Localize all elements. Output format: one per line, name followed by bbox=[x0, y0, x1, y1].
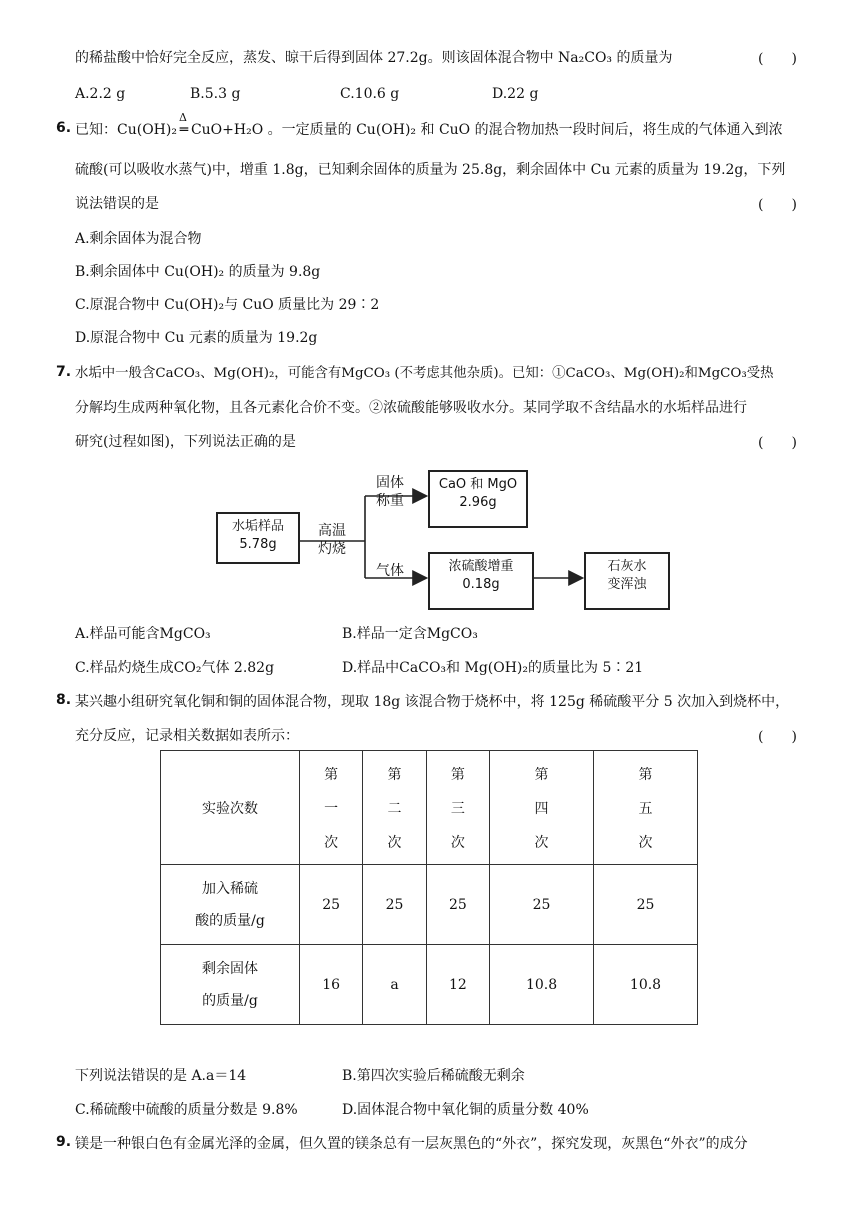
flow-sample-box bbox=[216, 512, 300, 564]
table-col-2 bbox=[363, 751, 426, 865]
flow-limewater-line-1: 石灰水 bbox=[607, 559, 647, 574]
row-1-label bbox=[161, 865, 300, 945]
flow-process-line-2: 灼烧 bbox=[318, 541, 346, 557]
col-1-char-1: 第 bbox=[324, 766, 339, 783]
q9-number: 9. bbox=[56, 1134, 72, 1150]
q5-option-b[interactable]: B.5.3 g bbox=[190, 86, 241, 102]
col-3-char-3: 次 bbox=[450, 834, 465, 851]
flow-solid-name: CaO 和 MgO bbox=[438, 477, 518, 492]
row-1-label-line-1: 加入稀硫 bbox=[202, 880, 258, 897]
flow-gas-label: 气体 bbox=[376, 563, 404, 579]
q7-answer-paren[interactable]: ( ) bbox=[758, 435, 797, 451]
flow-solid-box bbox=[428, 470, 528, 528]
table-cell: 10.8 bbox=[490, 945, 594, 1025]
row-2-label-line-1: 剩余固体 bbox=[202, 960, 258, 977]
table-cell: 10.8 bbox=[594, 945, 698, 1025]
flow-solid-mass: 2.96g bbox=[459, 495, 497, 510]
q7-number: 7. bbox=[56, 364, 72, 380]
table-cell: 25 bbox=[490, 865, 594, 945]
table-col-1 bbox=[300, 751, 363, 865]
col-1-char-3: 次 bbox=[324, 834, 339, 851]
q8-data-table bbox=[160, 750, 698, 1025]
q5-option-c[interactable]: C.10.6 g bbox=[340, 86, 400, 102]
q8-number: 8. bbox=[56, 692, 72, 708]
col-5-char-2: 五 bbox=[638, 800, 653, 817]
col-5-char-1: 第 bbox=[638, 766, 653, 783]
q6-option-d[interactable]: D.原混合物中 Cu 元素的质量为 19.2g bbox=[75, 330, 318, 346]
flow-acid-name: 浓硫酸增重 bbox=[448, 559, 514, 574]
q6-equals-sign: ═ bbox=[179, 122, 189, 138]
q8-option-b[interactable]: B.第四次实验后稀硫酸无剩余 bbox=[342, 1068, 525, 1084]
col-3-char-1: 第 bbox=[450, 766, 465, 783]
col-2-char-3: 次 bbox=[387, 834, 402, 851]
table-row bbox=[161, 945, 698, 1025]
flow-solid-label bbox=[376, 474, 404, 510]
q7-line-1: 水垢中一般含CaCO₃、Mg(OH)₂，可能含有MgCO₃ (不考虑其他杂质)。已知：①CaCO₃、Mg(OH)₂和MgCO₃受热 bbox=[75, 366, 774, 381]
flow-sample-mass: 5.78g bbox=[239, 537, 277, 552]
q6-option-b[interactable]: B.剩余固体中 Cu(OH)₂ 的质量为 9.8g bbox=[75, 264, 321, 280]
row-2-label bbox=[161, 945, 300, 1025]
table-cell: 25 bbox=[426, 865, 489, 945]
flow-limewater-box bbox=[584, 552, 670, 610]
q8-line-1: 某兴趣小组研究氧化铜和铜的固体混合物，现取 18g 该混合物于烧杯中，将 125g 稀硫酸平分 5 次加入到烧杯中， bbox=[75, 694, 790, 710]
flow-acid-mass: 0.18g bbox=[462, 577, 500, 592]
q8-intro-option-a[interactable]: 下列说法错误的是 A.a＝14 bbox=[75, 1068, 247, 1084]
flow-solid-label-1: 固体 bbox=[376, 475, 404, 491]
q6-option-a[interactable]: A.剩余固体为混合物 bbox=[75, 231, 202, 247]
flow-process-label bbox=[318, 522, 346, 558]
table-cell: 25 bbox=[363, 865, 426, 945]
col-2-char-2: 二 bbox=[387, 800, 402, 817]
q5-text: 的稀盐酸中恰好完全反应，蒸发、晾干后得到固体 27.2g。则该固体混合物中 Na₂CO₃ 的质量为 bbox=[75, 50, 673, 66]
q5-option-a[interactable]: A.2.2 g bbox=[75, 86, 126, 102]
table-col-3 bbox=[426, 751, 489, 865]
table-corner-cell: 实验次数 bbox=[161, 751, 300, 865]
q8-option-c[interactable]: C.稀硫酸中硫酸的质量分数是 9.8% bbox=[75, 1102, 298, 1118]
q6-option-c[interactable]: C.原混合物中 Cu(OH)₂与 CuO 质量比为 29∶2 bbox=[75, 297, 380, 313]
flow-sample-name: 水垢样品 bbox=[231, 519, 284, 534]
q7-option-b[interactable]: B.样品一定含MgCO₃ bbox=[342, 626, 478, 642]
q9-line-1: 镁是一种银白色有金属光泽的金属，但久置的镁条总有一层灰黑色的“外衣”，探究发现，灰黑色“外衣”的成分 bbox=[75, 1136, 748, 1152]
row-1-label-line-2: 酸的质量/g bbox=[195, 912, 265, 929]
row-2-label-line-2: 的质量/g bbox=[202, 992, 258, 1009]
q6-answer-paren[interactable]: ( ) bbox=[758, 197, 797, 213]
q7-line-2: 分解均生成两种氧化物，且各元素化合价不变。②浓硫酸能够吸收水分。某同学取不含结晶水的水垢样品进行 bbox=[75, 400, 747, 416]
col-5-char-3: 次 bbox=[638, 834, 653, 851]
q7-option-a[interactable]: A.样品可能含MgCO₃ bbox=[75, 626, 211, 642]
q6-line-3: 说法错误的是 bbox=[75, 196, 159, 212]
table-header-row bbox=[161, 751, 698, 865]
q8-answer-paren[interactable]: ( ) bbox=[758, 729, 797, 745]
table-row bbox=[161, 865, 698, 945]
flow-process-line-1: 高温 bbox=[318, 523, 346, 539]
q8-line-2: 充分反应，记录相关数据如表所示： bbox=[75, 728, 299, 744]
q6-line-2: 硫酸(可以吸收水蒸气)中，增重 1.8g，已知剩余固体的质量为 25.8g，剩余固体中 Cu 元素的质量为 19.2g，下列 bbox=[75, 162, 786, 178]
col-4-char-2: 四 bbox=[534, 800, 549, 817]
col-2-char-1: 第 bbox=[387, 766, 402, 783]
col-4-char-3: 次 bbox=[534, 834, 549, 851]
table-cell: a bbox=[363, 945, 426, 1025]
table-cell: 12 bbox=[426, 945, 489, 1025]
delta-icon: Δ bbox=[178, 111, 187, 124]
table-col-5 bbox=[594, 751, 698, 865]
q7-option-d[interactable]: D.样品中CaCO₃和 Mg(OH)₂的质量比为 5∶21 bbox=[342, 660, 644, 676]
q6-equation-reactant: 已知：Cu(OH)₂ bbox=[75, 122, 177, 138]
q7-option-c[interactable]: C.样品灼烧生成CO₂气体 2.82g bbox=[75, 660, 275, 676]
flow-solid-label-2: 称重 bbox=[376, 493, 404, 509]
flow-acid-box bbox=[428, 552, 534, 610]
col-1-char-2: 一 bbox=[324, 800, 339, 817]
q6-number: 6. bbox=[56, 120, 72, 136]
q5-option-d[interactable]: D.22 g bbox=[492, 86, 539, 102]
table-cell: 25 bbox=[300, 865, 363, 945]
q8-option-d[interactable]: D.固体混合物中氧化铜的质量分数 40% bbox=[342, 1102, 589, 1118]
table-col-4 bbox=[490, 751, 594, 865]
q5-answer-paren[interactable]: ( ) bbox=[758, 51, 797, 67]
col-4-char-1: 第 bbox=[534, 766, 549, 783]
q6-line-1-rest: CuO+H₂O 。一定质量的 Cu(OH)₂ 和 CuO 的混合物加热一段时间后，将生成的气体通入到浓 bbox=[190, 122, 783, 138]
q7-line-3: 研究(过程如图)，下列说法正确的是 bbox=[75, 434, 296, 450]
flow-limewater-line-2: 变浑浊 bbox=[607, 577, 647, 592]
table-cell: 16 bbox=[300, 945, 363, 1025]
col-3-char-2: 三 bbox=[450, 800, 465, 817]
table-cell: 25 bbox=[594, 865, 698, 945]
